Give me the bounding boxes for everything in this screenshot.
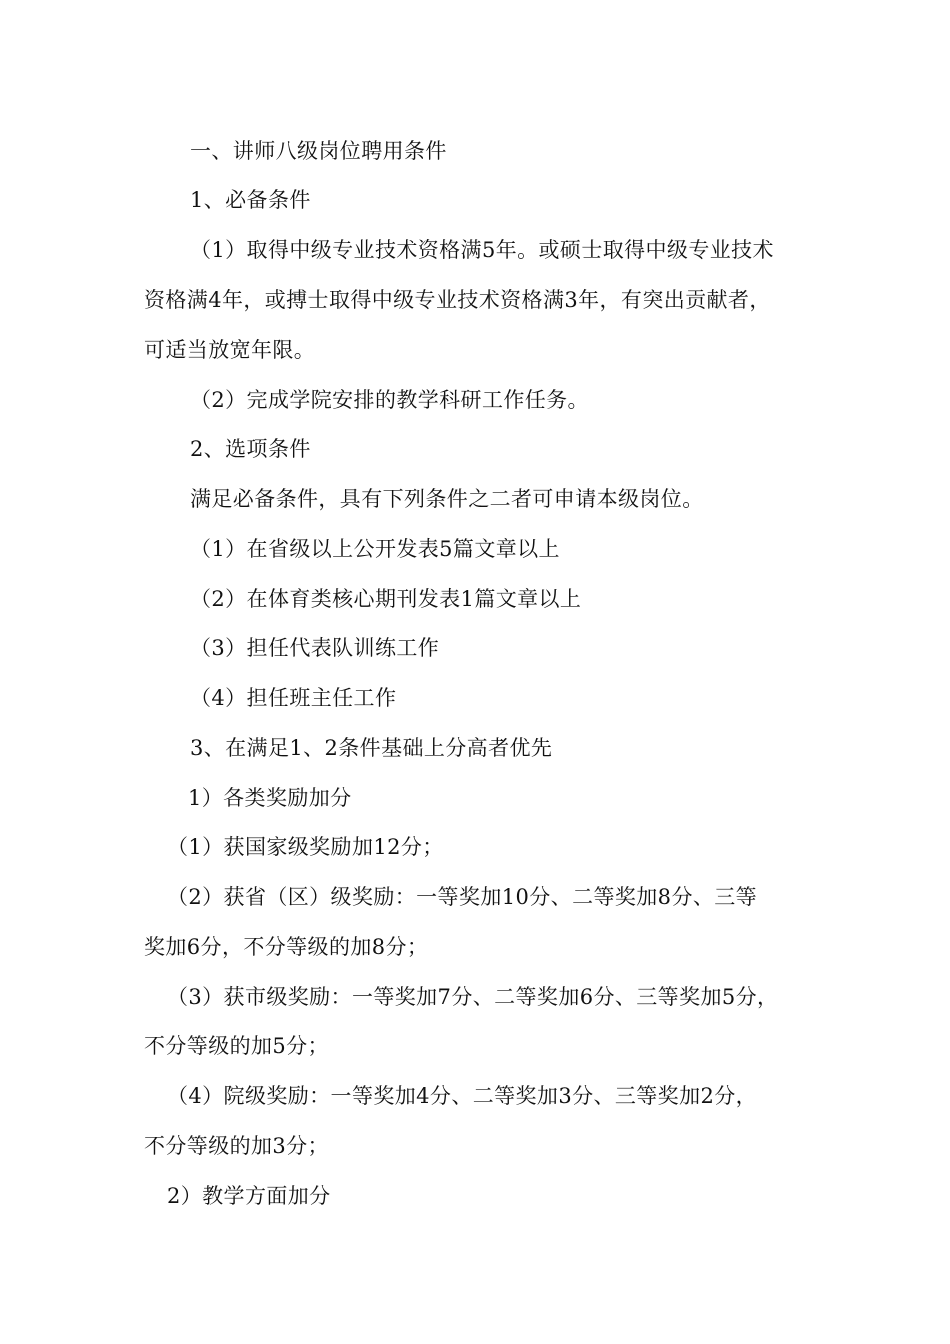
list-item: （2）在体育类核心期刊发表1篇文章以上 bbox=[190, 587, 582, 611]
list-item: （1）在省级以上公开发表5篇文章以上 bbox=[190, 537, 560, 561]
list-item: （3）担任代表队训练工作 bbox=[190, 636, 440, 660]
subheading-teaching: 2）教学方面加分 bbox=[167, 1184, 331, 1208]
subheading-awards: 1）各类奖励加分 bbox=[188, 786, 352, 810]
paragraph-line: 资格满4年，或搏士取得中级专业技术资格满3年，有突出贡献者， bbox=[144, 288, 771, 312]
subheading-optional: 2、选项条件 bbox=[190, 437, 311, 461]
subheading-priority: 3、在满足1、2条件基础上分高者优先 bbox=[190, 736, 553, 760]
paragraph-line: 不分等级的加5分； bbox=[144, 1034, 329, 1058]
paragraph-line: 不分等级的加3分； bbox=[144, 1134, 329, 1158]
list-item: （2）获省（区）级奖励：一等奖加10分、二等奖加8分、三等 bbox=[167, 885, 758, 909]
paragraph-line: 奖加6分，不分等级的加8分； bbox=[144, 935, 429, 959]
paragraph-line: 可适当放宽年限。 bbox=[144, 338, 316, 362]
paragraph-line: （1）取得中级专业技术资格满5年。或硕士取得中级专业技术 bbox=[190, 238, 774, 262]
list-item: （1）获国家级奖励加12分； bbox=[167, 835, 444, 859]
section-heading-1: 一、讲师八级岗位聘用条件 bbox=[190, 139, 447, 163]
paragraph-line: 满足必备条件，具有下列条件之二者可申请本级岗位。 bbox=[190, 487, 704, 511]
list-item: （4）担任班主任工作 bbox=[190, 686, 397, 710]
paragraph-line: （2）完成学院安排的教学科研工作任务。 bbox=[190, 388, 589, 412]
subheading-required: 1、必备条件 bbox=[190, 188, 311, 212]
list-item: （4）院级奖励：一等奖加4分、二等奖加3分、三等奖加2分， bbox=[167, 1084, 758, 1108]
list-item: （3）获市级奖励：一等奖加7分、二等奖加6分、三等奖加5分， bbox=[167, 985, 779, 1009]
